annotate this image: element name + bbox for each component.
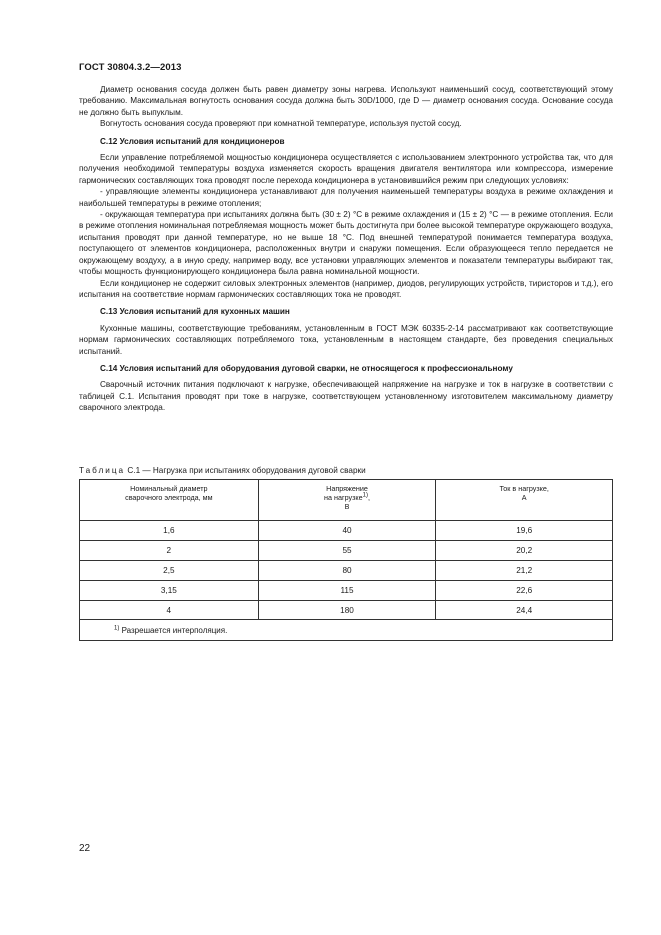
table-cell: 20,2 [436,541,613,561]
table-cell: 115 [258,581,436,601]
table-cell: 80 [258,561,436,581]
table-cell: 21,2 [436,561,613,581]
table-footnote-row [80,620,613,641]
table-row [80,601,613,620]
table-cell: 1,6 [80,521,259,541]
section-heading-c14: С.14 Условия испытаний для оборудования дуговой сварки, не относящегося к профессиональному [100,363,513,373]
table-cell: 40 [258,521,436,541]
column-header-voltage: Напряжение на нагрузке$^{1)}$, В [258,480,436,521]
list-item: - окружающая температура при испытаниях должна быть (30 ± 2) °С в режиме охлаждения и (15 ± 2) °С — в режиме отопления. Если в режиме отопления номинальная потребляемая мощность может быть достигнута при более высокой температуре окружающего воздуха, испытания проводят при данной температуре, но не выше 18 °С. Под внешней температурой понимается температура воздуха, поступающего от элементов кондиционера, расположенных внутри и снаружи помещения. Если образующееся тепло передается не окружающему воздуху, а в иную среду, например воду, все установки управляющих элементов и показатели температуры выбирают так, чтобы мощность функционирующего кондиционера была равна номинальной мощности. [79,210,613,277]
table-caption [79,466,366,475]
table-caption-text: С.1 — Нагрузка при испытаниях оборудования дуговой сварки [125,466,366,475]
table-cell: 22,6 [436,581,613,601]
column-header-diameter: Номинальный диаметр сварочного электрода, мм [80,480,259,521]
body-text [79,84,613,414]
paragraph: Диаметр основания сосуда должен быть равен диаметру зоны нагрева. Используют наименьший сосуд, соответствующий этому требованию. Максимальная вогнутость основания сосуда должна быть 30D/1000, где D — диаметр основания сосуда. Основание сосуда не должно быть выпуклым. [79,85,613,117]
table-cell: 3,15 [80,581,259,601]
table-cell: 24,4 [436,601,613,620]
paragraph: Если управление потребляемой мощностью кондиционера осуществляется с использованием электронного устройства так, что для получения необходимой температуры воздуха изменяется скорость вращения двигателя вентилятора или компрессора, измерение гармонических составляющих тока проводят после перехода кондиционера в установившийся режим при следующих условиях: [79,153,613,185]
table-footnote: $^{1)}$ Разрешается интерполяция. [80,620,613,641]
table-row [80,561,613,581]
paragraph: Вогнутость основания сосуда проверяют при комнатной температуре, используя пустой сосуд. [100,119,462,129]
table-cell: 55 [258,541,436,561]
page-number: 22 [79,843,91,854]
table-cell: 4 [80,601,259,620]
table-row [80,541,613,561]
paragraph: Кухонные машины, соответствующие требованиям, установленным в ГОСТ МЭК 60335-2-14 рассматривают как соответствующие нормам гармонических составляющих потребляемого тока, установленным в настоящем стандарте, без проведения специальных испытаний. [79,323,613,356]
table-cell: 2 [80,541,259,561]
section-heading-c13: С.13 Условия испытаний для кухонных машин [100,307,290,317]
table-header-row [80,480,613,521]
document-header: ГОСТ 30804.3.2—2013 [79,62,182,73]
table-cell: 19,6 [436,521,613,541]
column-header-current: Ток в нагрузке, А [436,480,613,521]
table-row [80,581,613,601]
load-table [79,479,613,641]
paragraph: Сварочный источник питания подключают к нагрузке, обеспечивающей напряжение на нагрузке и ток в нагрузке в соответствии с таблицей С.1. Испытания проводят при токе в нагрузке, соответствующем установленному изготовителем максимальному диаметру сварочного электрода. [79,380,613,413]
table-row [80,521,613,541]
table-cell: 2,5 [80,561,259,581]
paragraph: Если кондиционер не содержит силовых электронных элементов (например, диодов, регулирующих устройств, тиристоров и т.д.), его испытания на соответствие нормам гармонических составляющих тока не проводят. [79,278,613,299]
section-heading-c12: С.12 Условия испытаний для кондиционеров [100,136,285,146]
table-caption-prefix: Таблица [79,466,126,475]
table-cell: 180 [258,601,436,620]
list-item: - управляющие элементы кондиционера устанавливают для получения наименьшей температуры воздуха в режиме охлаждения и наибольшей температуры в режиме отопления; [79,187,613,208]
